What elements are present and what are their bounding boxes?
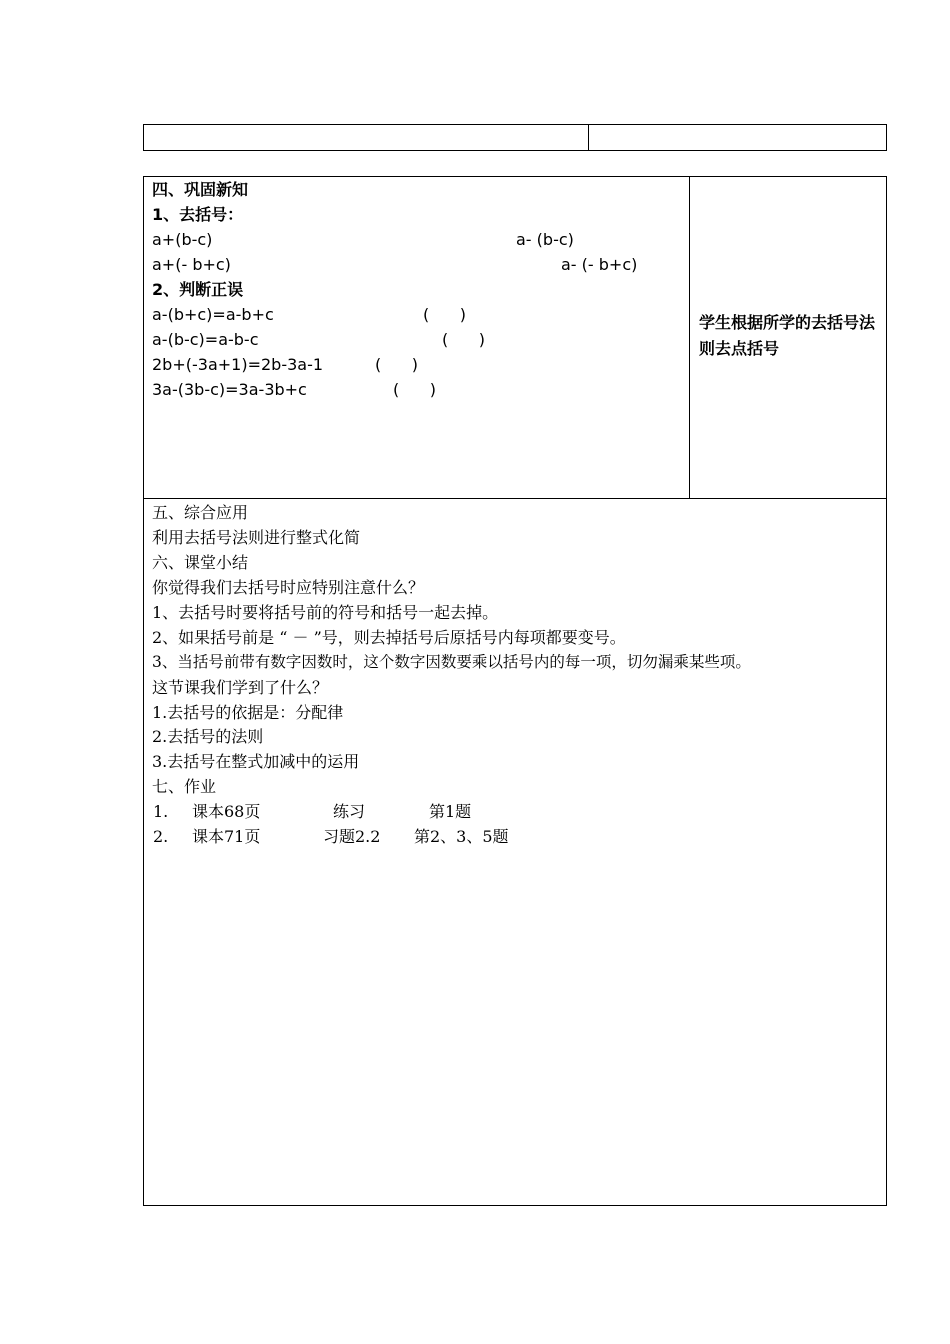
- judge-blank-2: ( ): [442, 330, 485, 349]
- section6-point-3: 3、当括号前带有数字因数时，这个数字因数要乘以括号内的每一项，切勿漏乘某些项。: [152, 653, 751, 671]
- section7-heading: 七、作业: [152, 777, 217, 796]
- section6-question-1: 你觉得我们去括号时应特别注意什么？: [152, 578, 425, 597]
- hw-1-book: 课本68页: [192, 802, 261, 821]
- expr-a1: a+(b-c): [152, 230, 213, 249]
- judge-blank-3: ( ): [375, 355, 418, 374]
- hw-1-num: 1.: [153, 802, 169, 821]
- section4-sub1: 1、去括号：: [152, 205, 244, 224]
- hw-2-book: 课本71页: [192, 827, 261, 846]
- top-table: [143, 124, 887, 151]
- expr-a2: a- (b-c): [516, 230, 574, 249]
- section6-point-2: 2、如果括号前是 “ － ”号，则去掉括号后原括号内每项都要变号。: [152, 628, 626, 647]
- section6-question-2: 这节课我们学到了什么？: [152, 678, 329, 697]
- judge-expr-2: a-(b-c)=a-b-c: [152, 330, 259, 349]
- hw-2-part: 习题2.2: [323, 827, 381, 846]
- hw-1-part: 练习: [333, 802, 366, 821]
- section6-point-1: 1、去括号时要将括号前的符号和括号一起去掉。: [152, 603, 499, 622]
- side-note: 学生根据所学的去括号法则去点括号: [699, 313, 876, 358]
- section5-heading: 五、综合应用: [152, 503, 249, 522]
- section5-line1: 利用去括号法则进行整式化简: [152, 528, 361, 547]
- judge-blank-1: ( ): [423, 305, 466, 324]
- expr-b2: a- (- b+c): [561, 255, 638, 274]
- section4-heading: 四、巩固新知: [152, 180, 249, 199]
- section6-heading: 六、课堂小结: [152, 553, 249, 572]
- section6-summary-3: 3.去括号在整式加减中的运用: [152, 752, 360, 771]
- expr-b1: a+(- b+c): [152, 255, 231, 274]
- judge-expr-3: 2b+(-3a+1)=2b-3a-1: [152, 355, 324, 374]
- hw-2-num: 2.: [153, 827, 169, 846]
- hw-1-item: 第1题: [429, 802, 472, 821]
- hw-2-item: 第2、3、5题: [414, 827, 509, 846]
- main-table-column-divider: [689, 176, 690, 499]
- judge-expr-1: a-(b+c)=a-b+c: [152, 305, 274, 324]
- section6-summary-1: 1.去括号的依据是：分配律: [152, 703, 344, 722]
- top-table-divider: [588, 124, 589, 151]
- section6-summary-2: 2.去括号的法则: [152, 727, 264, 746]
- judge-expr-4: 3a-(3b-c)=3a-3b+c: [152, 380, 307, 399]
- section4-sub2: 2、判断正误: [152, 280, 244, 299]
- main-table-row-divider: [143, 498, 887, 499]
- judge-blank-4: ( ): [393, 380, 436, 399]
